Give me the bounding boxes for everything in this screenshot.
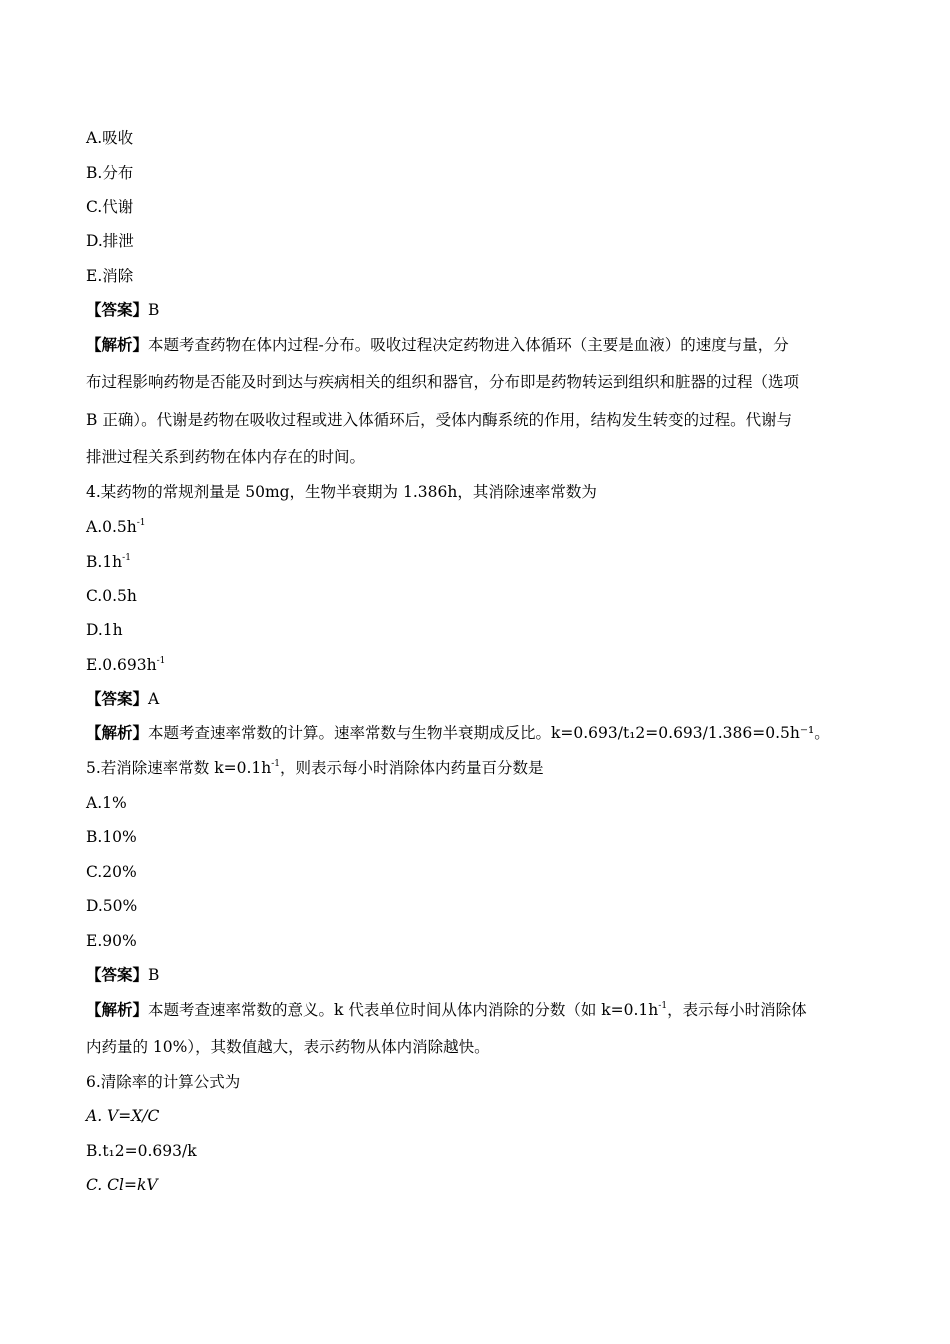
q4-option-a [86, 517, 146, 537]
option-text: A.0.5h [86, 518, 137, 536]
analysis-text: ，表示每小时消除体 [667, 1001, 807, 1019]
q5-option-e: E.90% [86, 932, 137, 950]
q5-option-b: B.10% [86, 828, 137, 846]
q6-option-c: C. Cl=kV [86, 1176, 158, 1194]
q5-option-a: A.1% [86, 794, 127, 812]
q4-option-e [86, 655, 165, 675]
answer-label: 【答案】 [86, 300, 149, 319]
q3-analysis-line-3: B 正确）。代谢是药物在吸收过程或进入体循环后，受体内酶系统的作用，结构发生转变的过程。代谢与 [86, 411, 793, 429]
q5-answer [86, 965, 159, 985]
option-text: D.1h [86, 621, 123, 639]
q3-analysis-line-2: 布过程影响药物是否能及时到达与疾病相关的组织和器官，分布即是药物转运到组织和脏器的过程（选项 [86, 373, 800, 391]
q4-analysis [86, 723, 830, 743]
q5-analysis-line-1 [86, 1000, 807, 1020]
answer-label: 【答案】 [86, 689, 149, 708]
answer-value: A [148, 690, 160, 708]
q3-option-b: B.分布 [86, 164, 134, 182]
option-text: B.1h [86, 553, 123, 571]
analysis-label: 【解析】 [86, 723, 149, 742]
q5-stem [86, 758, 544, 778]
superscript: -1 [658, 1001, 668, 1011]
q3-option-c: C.代谢 [86, 198, 134, 216]
q4-option-d [86, 620, 123, 640]
q3-option-a: A.吸收 [86, 129, 134, 147]
stem-text: ，则表示每小时消除体内药量百分数是 [280, 759, 544, 777]
q4-option-b [86, 552, 131, 572]
q3-analysis-line-1 [86, 335, 789, 355]
analysis-text: 本题考查药物在体内过程-分布。吸收过程决定药物进入体循环（主要是血液）的速度与量，分 [148, 336, 789, 354]
q3-analysis-line-4: 排泄过程关系到药物在体内存在的时间。 [86, 448, 366, 466]
option-text: C.0.5h [86, 587, 137, 605]
q3-option-e: E.消除 [86, 267, 134, 285]
analysis-text: 本题考查速率常数的意义。k 代表单位时间从体内消除的分数（如 k=0.1h [148, 1001, 659, 1019]
superscript: -1 [122, 553, 131, 563]
analysis-text: 本题考查速率常数的计算。速率常数与生物半衰期成反比。k=0.693/t₁2=0.693/1.386=0.5h⁻¹。 [148, 724, 830, 742]
q4-option-c [86, 586, 137, 606]
option-text: E.0.693h [86, 656, 157, 674]
stem-text: 5.若消除速率常数 k=0.1h [86, 759, 272, 777]
answer-label: 【答案】 [86, 965, 149, 984]
superscript: -1 [156, 656, 166, 666]
answer-value: B [148, 966, 160, 984]
q6-option-b: B.t₁2=0.693/k [86, 1142, 197, 1160]
analysis-label: 【解析】 [86, 1000, 149, 1019]
superscript: -1 [271, 759, 281, 769]
q5-analysis-line-2: 内药量的 10%），其数值越大，表示药物从体内消除越快。 [86, 1038, 490, 1056]
q5-option-c: C.20% [86, 863, 137, 881]
answer-value: B [148, 301, 160, 319]
analysis-label: 【解析】 [86, 335, 149, 354]
q3-option-d: D.排泄 [86, 232, 134, 250]
q4-stem: 4.某药物的常规剂量是 50mg，生物半衰期为 1.386h，其消除速率常数为 [86, 483, 597, 501]
q6-option-a: A. V=X/C [86, 1107, 160, 1125]
q5-option-d: D.50% [86, 897, 138, 915]
superscript: -1 [136, 518, 146, 528]
q4-answer [86, 689, 159, 709]
q6-stem: 6.清除率的计算公式为 [86, 1073, 241, 1091]
q3-answer [86, 300, 159, 320]
